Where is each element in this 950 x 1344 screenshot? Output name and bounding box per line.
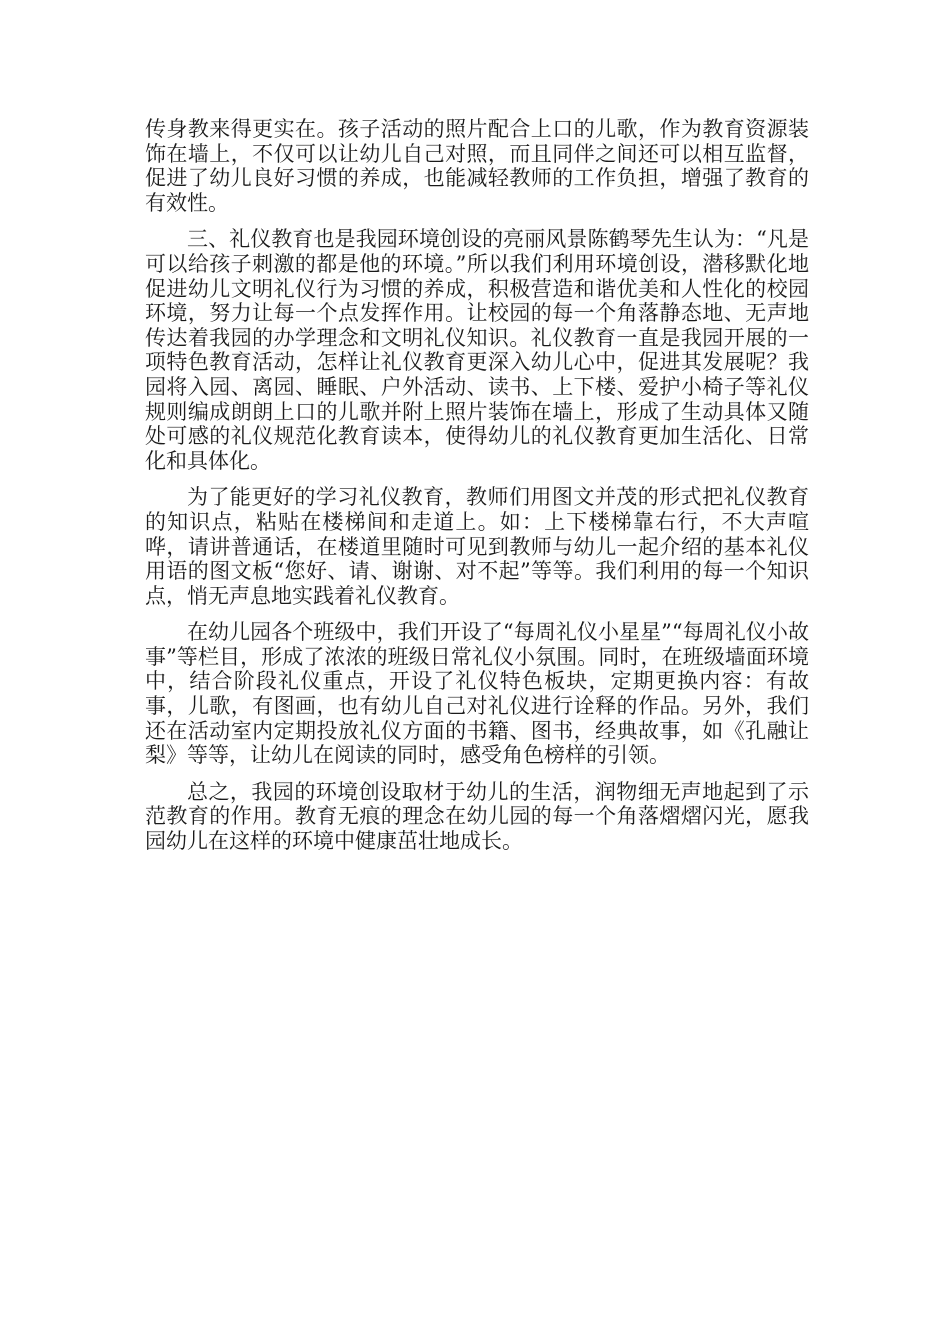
paragraph-stairwell-knowledge: 为了能更好的学习礼仪教育，教师们用图文并茂的形式把礼仪教育的知识点，粘贴在楼梯间和走道上。如：上下楼梯靠右行，不大声喧哗，请讲普通话，在楼道里随时可见到教师与幼儿一起介绍的基本礼仪用语的图文板“您好、请、谢谢、对不起”等等。我们利用的每一个知识点，悄无声息地实践着礼仪教育。 xyxy=(145,485,809,608)
paragraph-conclusion: 总之，我园的环境创设取材于幼儿的生活，润物细无声地起到了示范教育的作用。教育无痕的理念在幼儿园的每一个角落熠熠闪光，愿我园幼儿在这样的环境中健康茁壮地成长。 xyxy=(145,779,809,854)
paragraph-continuation: 传身教来得更实在。孩子活动的照片配合上口的儿歌，作为教育资源装饰在墙上，不仅可以让幼儿自己对照，而且同伴之间还可以相互监督，促进了幼儿良好习惯的养成，也能减轻教师的工作负担，增强了教育的有效性。 xyxy=(145,117,809,215)
document-page xyxy=(145,117,809,866)
paragraph-class-columns: 在幼儿园各个班级中，我们开设了“每周礼仪小星星”“每周礼仪小故事”等栏目，形成了浓浓的班级日常礼仪小氛围。同时，在班级墙面环境中，结合阶段礼仪重点，开设了礼仪特色板块，定期更换内容：有故事，儿歌，有图画，也有幼儿自己对礼仪进行诠释的作品。另外，我们还在活动室内定期投放礼仪方面的书籍、图书，经典故事，如《孔融让梨》等等，让幼儿在阅读的同时，感受角色榜样的引领。 xyxy=(145,620,809,768)
paragraph-etiquette-intro: 三、礼仪教育也是我园环境创设的亮丽风景陈鹤琴先生认为：“凡是可以给孩子刺激的都是他的环境。”所以我们利用环境创设，潜移默化地促进幼儿文明礼仪行为习惯的养成，积极营造和谐优美和人性化的校园环境，努力让每一个点发挥作用。让校园的每一个角落静态地、无声地传达着我园的办学理念和文明礼仪知识。礼仪教育一直是我园开展的一项特色教育活动，怎样让礼仪教育更深入幼儿心中，促进其发展呢？我园将入园、离园、睡眠、户外活动、读书、上下楼、爱护小椅子等礼仪规则编成朗朗上口的儿歌并附上照片装饰在墙上，形成了生动具体又随处可感的礼仪规范化教育读本，使得幼儿的礼仪教育更加生活化、日常化和具体化。 xyxy=(145,227,809,473)
